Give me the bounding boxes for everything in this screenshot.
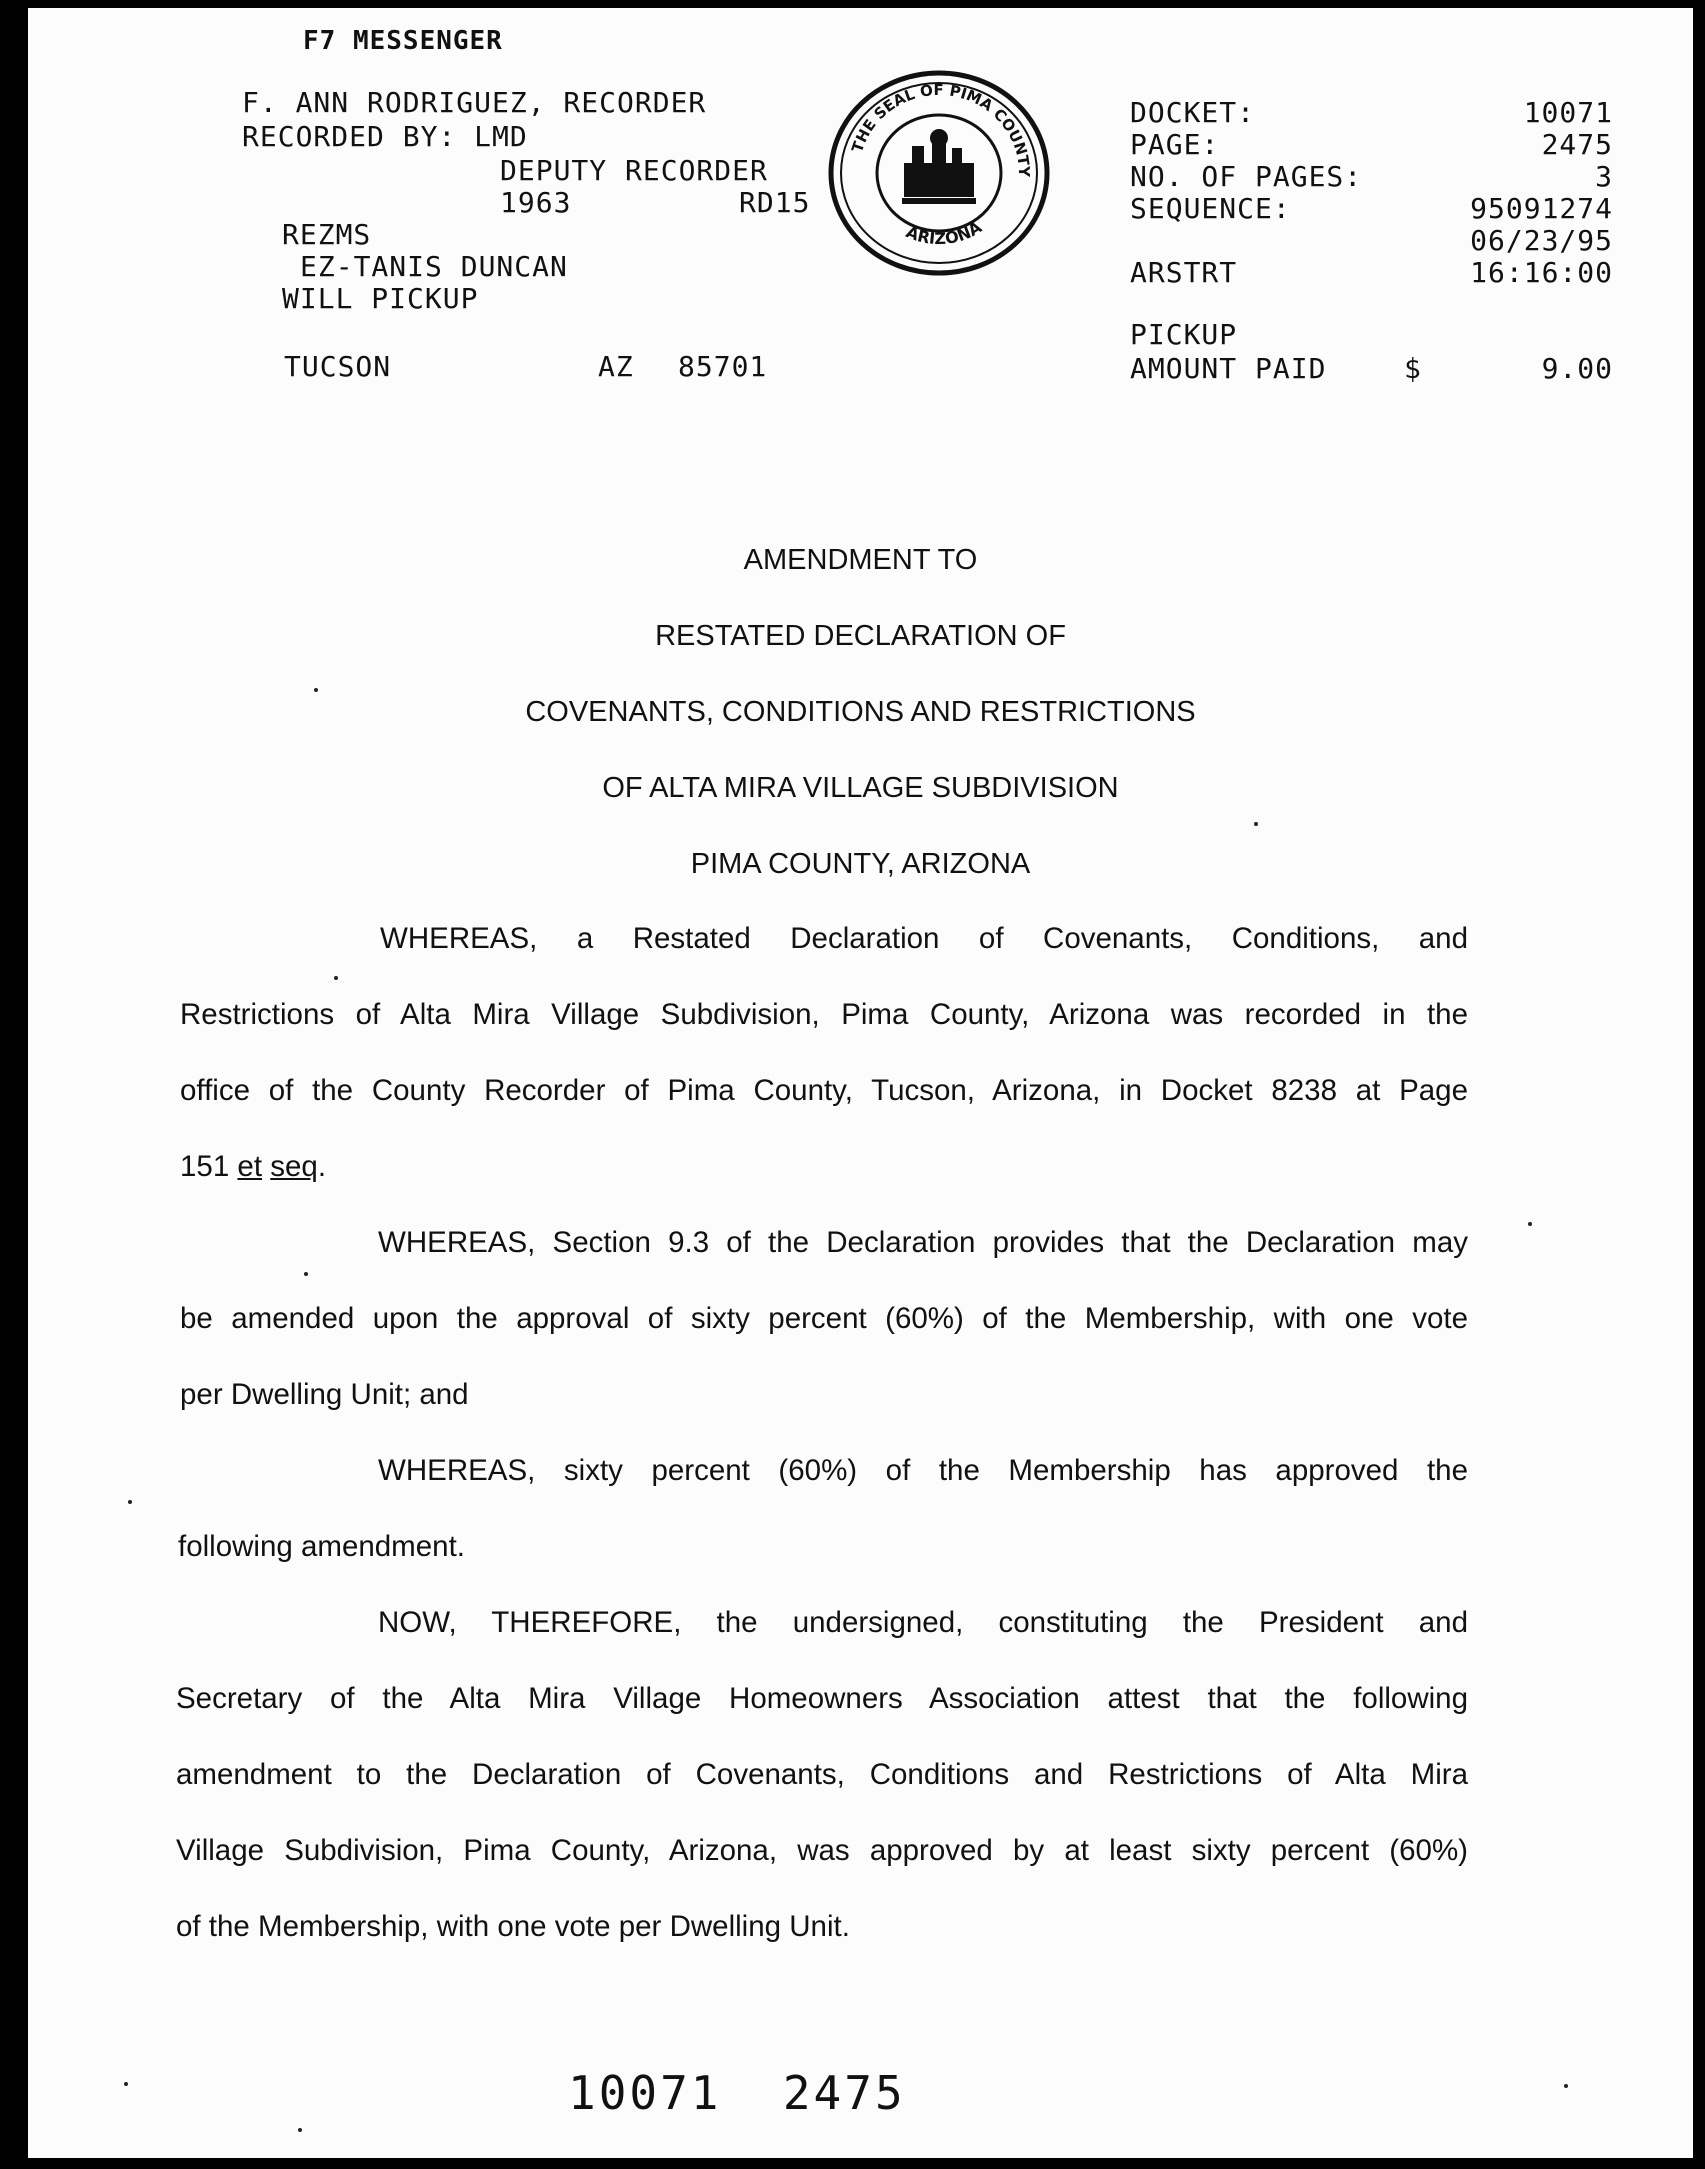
scan-speck xyxy=(1254,822,1258,826)
para1-line3: office of the County Recorder of Pima County, Tucson, Arizona, in Docket 8238 at Page xyxy=(180,1074,1468,1107)
code-1963: 1963 xyxy=(500,186,572,219)
top-stamp: F7 MESSENGER xyxy=(303,26,503,54)
recorded-by: RECORDED BY: LMD xyxy=(242,120,528,153)
period-text: . xyxy=(317,1150,327,1183)
title-line-5: PIMA COUNTY, ARIZONA xyxy=(690,848,1031,880)
will-pickup: WILL PICKUP xyxy=(282,282,479,315)
rezms-code: REZMS xyxy=(282,218,372,251)
recorder-name: F. ANN RODRIGUEZ, RECORDER xyxy=(242,86,707,119)
scan-speck xyxy=(1528,1222,1532,1226)
time-value: 16:16:00 xyxy=(1470,256,1613,289)
scan-speck xyxy=(334,976,338,980)
para4-line3: amendment to the Declaration of Covenants, Conditions and Restrictions of Alta Mira xyxy=(176,1758,1468,1791)
pickup-label: PICKUP xyxy=(1130,318,1238,351)
footer-docket-page: 10071 2475 xyxy=(568,2066,906,2120)
seq-text: seq xyxy=(270,1150,318,1183)
scan-speck xyxy=(314,688,318,692)
svg-text:ARIZONA xyxy=(903,217,985,248)
docket-label: DOCKET: xyxy=(1130,96,1256,129)
seal-top-text: THE SEAL OF PIMA COUNTY xyxy=(848,80,1034,178)
county-seal xyxy=(824,68,1054,278)
para3-line2: following amendment. xyxy=(178,1530,465,1563)
para2-line3: per Dwelling Unit; and xyxy=(180,1378,469,1411)
sequence-label: SEQUENCE: xyxy=(1130,192,1291,225)
scan-speck xyxy=(304,1272,308,1276)
arstrt-label: ARSTRT xyxy=(1130,256,1238,289)
date-value: 06/23/95 xyxy=(1470,224,1613,257)
sequence-value: 95091274 xyxy=(1470,192,1613,225)
space-text xyxy=(262,1150,270,1183)
seal-bottom-text: ARIZONA xyxy=(903,217,985,249)
et-text: et xyxy=(237,1150,263,1183)
para3-line1: WHEREAS, sixty percent (60%) of the Membership has approved the xyxy=(378,1454,1468,1487)
docket-value: 10071 xyxy=(1523,96,1613,129)
code-rd15: RD15 xyxy=(739,186,811,219)
para2-line1: WHEREAS, Section 9.3 of the Declaration provides that the Declaration may xyxy=(378,1226,1468,1259)
title-line-3: COVENANTS, CONDITIONS AND RESTRICTIONS xyxy=(525,696,1196,728)
zip-code: 85701 xyxy=(678,350,768,383)
para4-line2: Secretary of the Alta Mira Village Homeowners Association attest that the following xyxy=(176,1682,1468,1715)
para4-line4: Village Subdivision, Pima County, Arizona, was approved by at least sixty percent (60%) xyxy=(176,1834,1468,1867)
amount-paid-value: 9.00 xyxy=(1541,352,1613,385)
scan-speck xyxy=(124,2082,128,2086)
page-label: PAGE: xyxy=(1130,128,1220,161)
document-page xyxy=(28,8,1693,2158)
city: TUCSON xyxy=(284,350,392,383)
para1-line4 xyxy=(180,1150,326,1184)
para4-line1: NOW, THEREFORE, the undersigned, constituting the President and xyxy=(378,1606,1468,1639)
scan-speck xyxy=(298,2128,302,2132)
scan-speck xyxy=(128,1500,132,1504)
scan-speck xyxy=(1564,2084,1568,2088)
title-line-4: OF ALTA MIRA VILLAGE SUBDIVISION xyxy=(602,772,1119,804)
title-line-1: AMENDMENT TO xyxy=(743,544,978,576)
para4-line5: of the Membership, with one vote per Dwelling Unit. xyxy=(176,1910,850,1943)
requester-name: EZ-TANIS DUNCAN xyxy=(300,250,568,283)
para1-line1: WHEREAS, a Restated Declaration of Covenants, Conditions, and xyxy=(380,922,1468,955)
title-line-2: RESTATED DECLARATION OF xyxy=(655,620,1066,652)
pages-value: 3 xyxy=(1595,160,1613,193)
para1-line2: Restrictions of Alta Mira Village Subdivision, Pima County, Arizona was recorded in the xyxy=(180,998,1468,1031)
page-value: 2475 xyxy=(1541,128,1613,161)
amount-paid-label: AMOUNT PAID xyxy=(1130,352,1327,385)
currency-symbol: $ xyxy=(1404,352,1422,385)
deputy-recorder: DEPUTY RECORDER xyxy=(500,154,768,187)
para2-line2: be amended upon the approval of sixty percent (60%) of the Membership, with one vote xyxy=(180,1302,1468,1335)
page-number-151: 151 xyxy=(180,1150,238,1183)
state: AZ xyxy=(598,350,634,383)
pages-label: NO. OF PAGES: xyxy=(1130,160,1363,193)
